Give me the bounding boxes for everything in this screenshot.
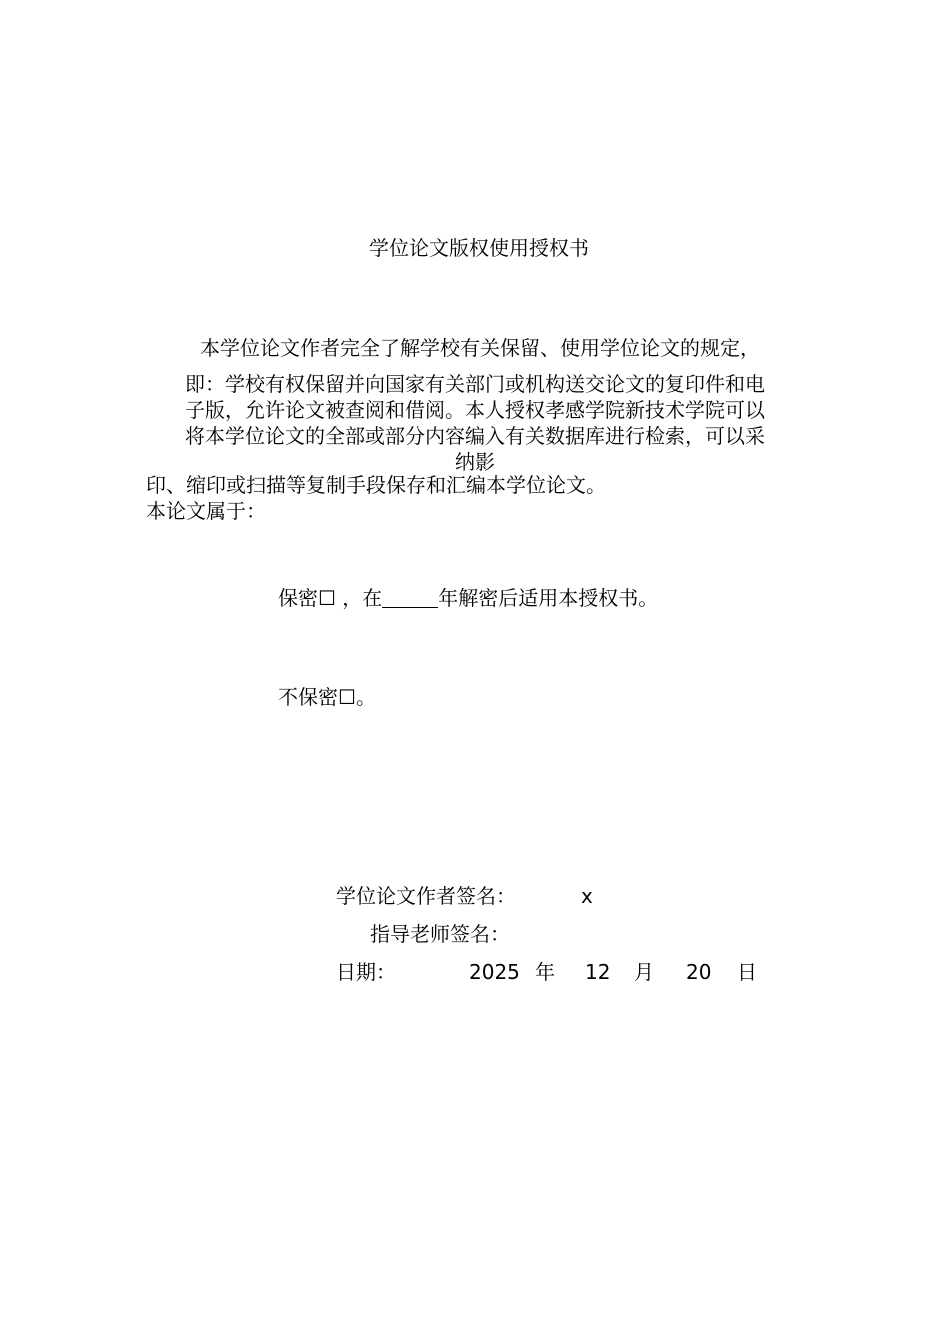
secret-label: 保密: [278, 586, 318, 610]
paragraph-line: 纳影: [455, 450, 495, 474]
secret-option: [278, 585, 658, 611]
date-day-unit: 日: [737, 960, 757, 984]
non-secret-option: [278, 684, 376, 710]
document-title: 学位论文版权使用授权书: [369, 236, 589, 260]
paragraph-line: 子版，允许论文被查阅和借阅。本人授权孝感学院新技术学院可以: [185, 398, 765, 422]
secret-mid-text: ，在: [342, 586, 383, 610]
date-year[interactable]: 2025: [469, 960, 520, 984]
belongs-label: 本论文属于：: [146, 499, 266, 523]
author-signature-value[interactable]: x: [581, 884, 593, 908]
date-month[interactable]: 12: [585, 960, 611, 984]
author-signature-label: 学位论文作者签名：: [336, 884, 516, 908]
date-label: 日期：: [336, 960, 396, 984]
paragraph-line: 将本学位论文的全部或部分内容编入有关数据库进行检索，可以采: [185, 424, 765, 448]
non-secret-end: 。: [355, 685, 376, 709]
date-day[interactable]: 20: [686, 960, 712, 984]
date-month-unit: 月: [634, 960, 654, 984]
paragraph-centered-block: [130, 371, 820, 475]
paragraph-first-line: 本学位论文作者完全了解学校有关保留、使用学位论文的规定，: [200, 336, 760, 360]
paragraph-line: 即：学校有权保留并向国家有关部门或机构送交论文的复印件和电: [185, 372, 765, 396]
non-secret-label: 不保密: [278, 685, 338, 709]
years-blank-field[interactable]: [382, 587, 438, 608]
non-secret-checkbox[interactable]: ☐: [338, 685, 356, 709]
secret-checkbox[interactable]: ☐: [318, 586, 336, 610]
advisor-signature-label: 指导老师签名：: [370, 922, 510, 946]
date-year-unit: 年: [535, 960, 555, 984]
secret-suffix-text: 年解密后适用本授权书。: [438, 586, 659, 610]
paragraph-last-line: 印、缩印或扫描等复制手段保存和汇编本学位论文。: [146, 473, 606, 497]
